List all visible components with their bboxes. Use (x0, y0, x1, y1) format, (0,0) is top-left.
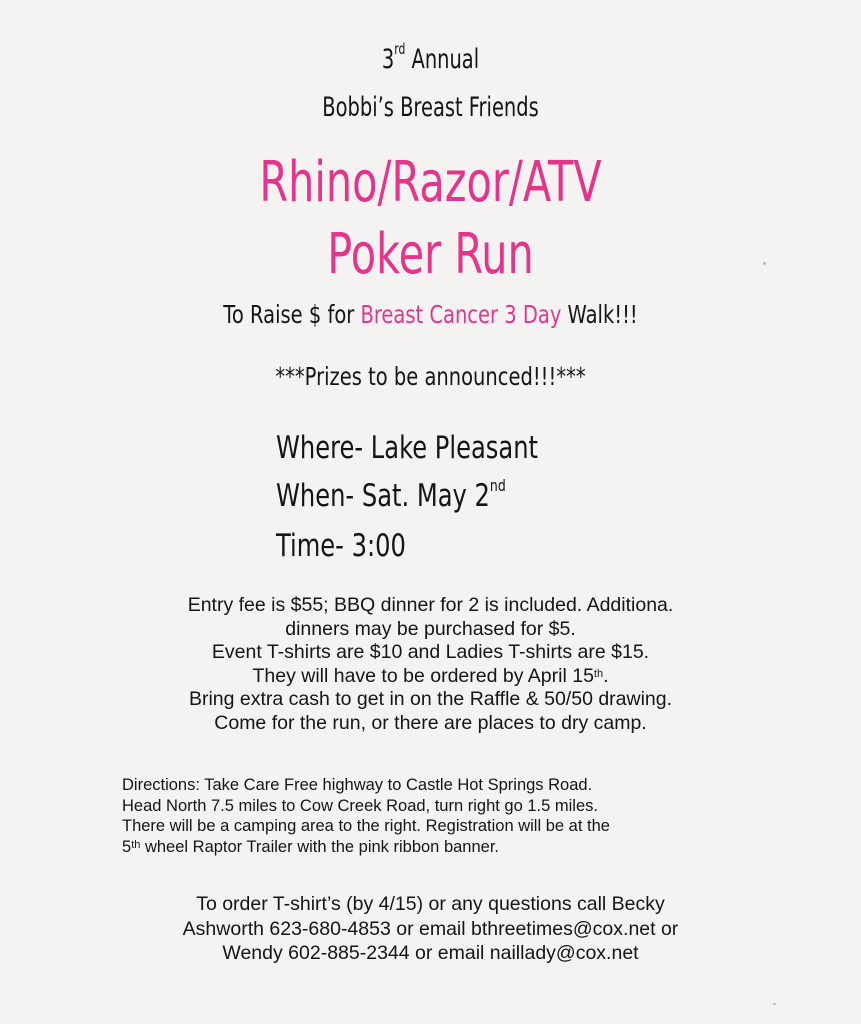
entry-line (0, 665, 861, 689)
annual-ordinal: 3 (381, 44, 395, 75)
event-title-line1: Rhino/Razor/ATV (259, 150, 602, 215)
organization-name: Bobbi’s Breast Friends (322, 92, 539, 123)
entry-line: dinners may be purchased for $5. (285, 617, 576, 640)
purpose-line (95, 300, 767, 329)
where-line: Where- Lake Pleasant (276, 430, 539, 466)
annual-heading (121, 40, 741, 75)
directions-line: Head North 7.5 miles to Cow Creek Road, turn right go 1.5 miles. (122, 796, 598, 815)
when-text: When- Sat. May 2 (276, 478, 490, 514)
directions-line4-text: wheel Raptor Trailer with the pink ribbon banner. (140, 837, 499, 856)
directions-line4-sup: th (131, 838, 141, 851)
when-ordinal-suffix: nd (489, 476, 506, 495)
contact-info (0, 892, 861, 966)
contact-line: To order T-shirt’s (by 4/15) or any questions call Becky (196, 893, 665, 915)
purpose-prefix: To Raise $ for (223, 300, 361, 329)
prizes-line: ***Prizes to be announced!!!*** (275, 362, 586, 391)
event-title-line2: Poker Run (327, 222, 534, 287)
entry-line4-text: They will have to be ordered by April 15 (252, 664, 594, 687)
contact-line: Ashworth 623-680-4853 or email bthreetimes@cox.net or (182, 917, 679, 940)
annual-ordinal-suffix: rd (394, 40, 406, 58)
paper-speck (773, 1003, 776, 1005)
entry-line4-sup: th (593, 667, 604, 680)
time-line: Time- 3:00 (276, 528, 406, 564)
entry-line: Come for the run, or there are places to dry camp. (214, 711, 647, 734)
when-line (276, 478, 506, 514)
entry-line: Entry fee is $55; BBQ dinner for 2 is included. Additiona. (187, 594, 674, 616)
directions-line: There will be a camping area to the right. Registration will be at the (122, 817, 610, 836)
contact-line: Wendy 602-885-2344 or email naillady@cox.net (222, 942, 639, 965)
directions-line: Directions: Take Care Free highway to Castle Hot Springs Road. (122, 776, 593, 794)
purpose-suffix: Walk!!! (561, 300, 638, 329)
entry-line: Event T-shirts are $10 and Ladies T-shirts are $15. (211, 641, 650, 664)
purpose-highlight: Breast Cancer 3 Day (360, 300, 562, 329)
directions-line (122, 837, 842, 858)
paper-speck (763, 262, 766, 265)
entry-line: Bring extra cash to get in on the Raffle & 50/50 drawing. (188, 688, 673, 711)
entry-details (0, 594, 861, 736)
entry-line4-suffix: . (603, 664, 609, 687)
directions (122, 775, 842, 857)
annual-word: Annual (411, 44, 480, 75)
directions-line4-number: 5 (122, 837, 132, 856)
